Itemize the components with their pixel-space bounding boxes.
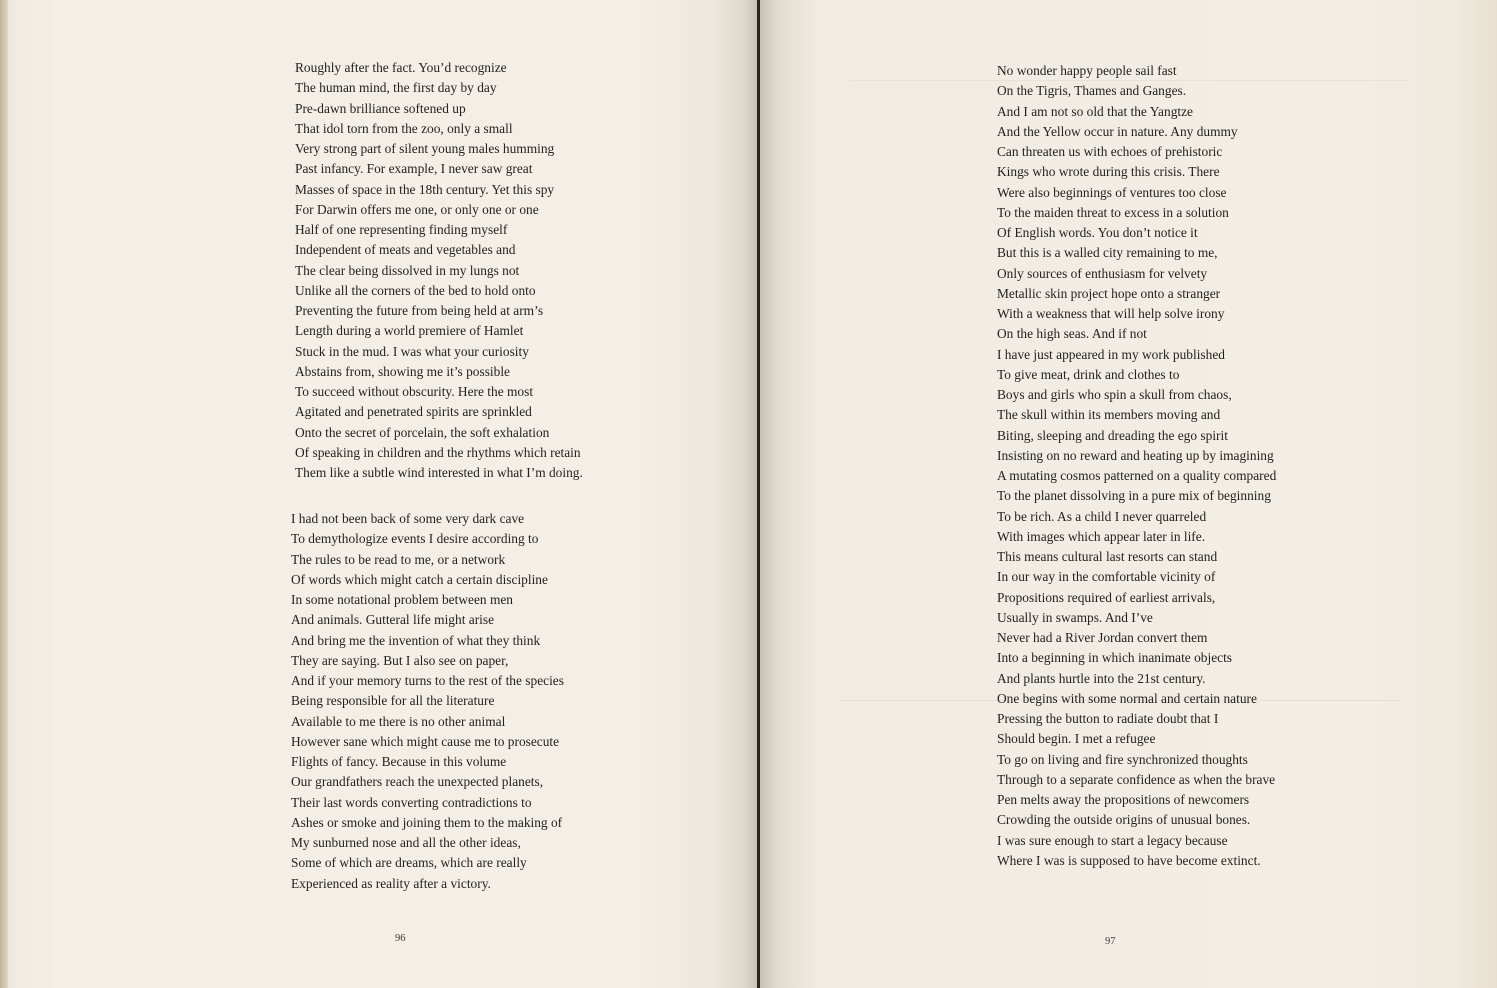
poem-line: Stuck in the mud. I was what your curiosity <box>295 343 529 359</box>
page-edge <box>0 0 8 988</box>
poem-line: That idol torn from the zoo, only a small <box>295 120 513 136</box>
poem-line: For Darwin offers me one, or only one or one <box>295 201 539 217</box>
poem-line: But this is a walled city remaining to me, <box>997 245 1218 261</box>
poem-line: Of words which might catch a certain discipline <box>291 571 548 587</box>
poem-line: Our grandfathers reach the unexpected planets, <box>291 774 544 790</box>
poem-line: Should begin. I met a refugee <box>997 731 1156 747</box>
poem-line: Crowding the outside origins of unusual bones. <box>997 812 1251 828</box>
poem-line: With images which appear later in life. <box>997 528 1206 544</box>
poem-line: Boys and girls who spin a skull from chaos, <box>997 387 1232 402</box>
poem-line: Of English words. You don’t notice it <box>997 225 1198 240</box>
poem-line: Can threaten us with echoes of prehistoric <box>997 144 1223 159</box>
poem-line: Flights of fancy. Because in this volume <box>291 754 507 769</box>
left-stanza-2 <box>291 509 564 894</box>
poem-line: Masses of space in the 18th century. Yet this spy <box>295 181 555 197</box>
poem-line: Them like a subtle wind interested in what I’m doing. <box>295 465 583 480</box>
poem-line: Very strong part of silent young males humming <box>295 141 555 156</box>
poem-line: To demythologize events I desire according to <box>291 531 539 547</box>
poem-line: Preventing the future from being held at arm’s <box>295 303 544 318</box>
right-stanza <box>997 61 1276 871</box>
poem-line: On the high seas. And if not <box>997 326 1147 342</box>
poem-line: And plants hurtle into the 21st century. <box>997 670 1206 686</box>
poem-line: The rules to be read to me, or a network <box>291 551 506 567</box>
poem-line: Biting, sleeping and dreading the ego spirit <box>997 427 1228 443</box>
poem-line: Only sources of enthusiasm for velvety <box>997 265 1208 281</box>
poem-line: Through to a separate confidence as when the brave <box>997 771 1276 787</box>
poem-line: My sunburned nose and all the other ideas, <box>291 835 521 850</box>
poem-line: Were also beginnings of ventures too close <box>997 184 1227 200</box>
poem-line: Their last words converting contradictions to <box>291 794 532 810</box>
poem-line: The human mind, the first day by day <box>295 80 497 96</box>
poem-line: In our way in the comfortable vicinity of <box>997 569 1216 585</box>
poem-line: And bring me the invention of what they think <box>291 632 541 648</box>
poem-line: To the maiden threat to excess in a solution <box>997 204 1229 220</box>
poem-line: No wonder happy people sail fast <box>997 63 1177 78</box>
page-number-right: 97 <box>1105 936 1116 947</box>
poem-line: They are saying. But I also see on paper, <box>291 652 509 668</box>
poem-line: To give meat, drink and clothes to <box>997 366 1180 382</box>
left-stanza-1 <box>295 58 583 483</box>
poem-line: Metallic skin project hope onto a stranger <box>997 285 1221 301</box>
poem-line: In some notational problem between men <box>291 592 513 607</box>
poem-line: However sane which might cause me to prosecute <box>291 733 560 749</box>
poem-line: Never had a River Jordan convert them <box>997 630 1208 645</box>
poem-line: Half of one representing finding myself <box>295 222 508 237</box>
poem-line: To go on living and fire synchronized thoughts <box>997 751 1248 767</box>
poem-line: The skull within its members moving and <box>997 407 1221 423</box>
poem-line: To succeed without obscurity. Here the most <box>295 384 534 399</box>
poem-line: This means cultural last resorts can stand <box>997 549 1218 564</box>
poem-line: Onto the secret of porcelain, the soft exhalation <box>295 424 550 440</box>
poem-line: Propositions required of earliest arrivals, <box>997 589 1216 605</box>
poem-line: Kings who wrote during this crisis. There <box>997 164 1220 180</box>
poem-line: A mutating cosmos patterned on a quality compared <box>997 468 1277 483</box>
poem-line: Length during a world premiere of Hamlet <box>295 323 524 339</box>
poem-line: Of speaking in children and the rhythms which retain <box>295 444 581 460</box>
poem-line: Unlike all the corners of the bed to hold onto <box>295 282 536 298</box>
poem-line: Roughly after the fact. You’d recognize <box>295 60 507 75</box>
poem-line: Agitated and penetrated spirits are sprinkled <box>295 404 532 420</box>
poem-line: And I am not so old that the Yangtze <box>997 103 1194 119</box>
poem-line: Available to me there is no other animal <box>291 713 506 729</box>
poem-line: Into a beginning in which inanimate objects <box>997 650 1233 666</box>
poem-line: One begins with some normal and certain nature <box>997 690 1257 706</box>
poem-line: And animals. Gutteral life might arise <box>291 612 495 628</box>
poem-line: To be rich. As a child I never quarreled <box>997 508 1207 524</box>
poem-line: With a weakness that will help solve irony <box>997 306 1225 321</box>
poem-line: Pre-dawn brilliance softened up <box>295 100 466 116</box>
poem-line: And the Yellow occur in nature. Any dummy <box>997 123 1238 139</box>
poem-line: I have just appeared in my work published <box>997 346 1225 362</box>
poem-line: Usually in swamps. And I’ve <box>997 609 1153 625</box>
poem-line: On the Tigris, Thames and Ganges. <box>997 83 1187 99</box>
poem-line: Abstains from, showing me it’s possible <box>295 363 510 379</box>
poem-line: Pressing the button to radiate doubt that I <box>997 711 1219 726</box>
poem-line: And if your memory turns to the rest of the species <box>291 673 564 688</box>
poem-line: Being responsible for all the literature <box>291 693 495 709</box>
poem-line: Some of which are dreams, which are really <box>291 855 527 871</box>
right-page <box>760 0 1497 988</box>
poem-line: Where I was is supposed to have become extinct. <box>997 852 1261 868</box>
poem-line: I had not been back of some very dark cave <box>291 511 525 526</box>
page-number-left: 96 <box>395 933 406 944</box>
poem-line: Experienced as reality after a victory. <box>291 875 491 891</box>
poem-line: To the planet dissolving in a pure mix of beginning <box>997 488 1271 504</box>
poem-line: The clear being dissolved in my lungs not <box>295 262 520 278</box>
poem-line: Pen melts away the propositions of newcomers <box>997 792 1250 807</box>
poem-line: Ashes or smoke and joining them to the making of <box>291 814 563 830</box>
poem-line: I was sure enough to start a legacy because <box>997 832 1228 848</box>
poem-line: Past infancy. For example, I never saw great <box>295 161 533 177</box>
poem-line: Independent of meats and vegetables and <box>295 242 516 258</box>
poem-line: Insisting on no reward and heating up by imagining <box>997 447 1274 463</box>
